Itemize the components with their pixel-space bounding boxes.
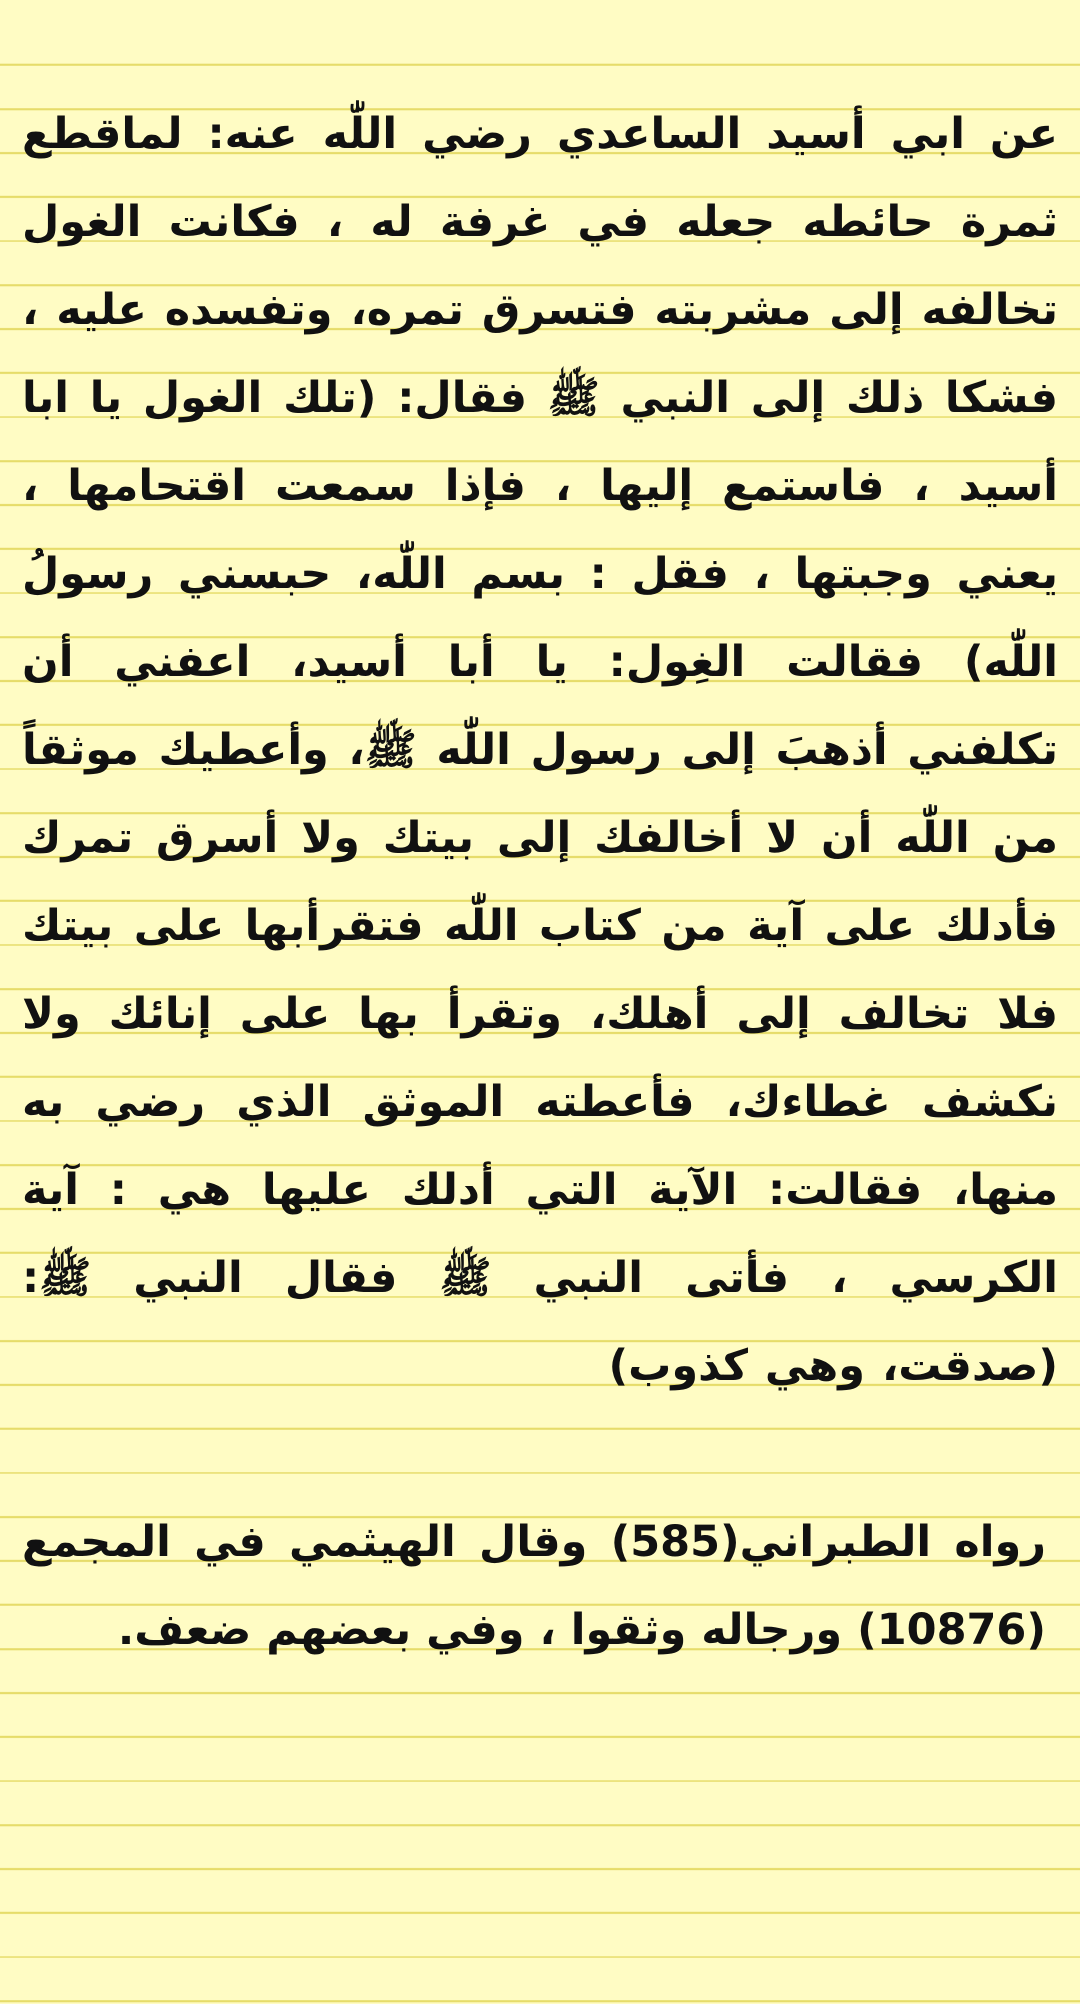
- source-citation: رواه الطبراني(585) وقال الهيثمي في المجمع (10876) ورجاله وثقوا ، وفي بعضهم ضعف.: [22, 1517, 1046, 1655]
- blank-line: [22, 1410, 1058, 1498]
- hadith-text: عن ابي أسيد الساعدي رضي اللّٰه عنه: لماقطع ثمرة حائطه جعله في غرفة له ، فكانت الغول تخالفه إلى مشربته فتسرق تمره، وتفسده عليه ، فشكا ذلك إلى النبي ﷺ فقال: (تلك الغول يا ابا أسيد ، فاستمع إليها ، فإذا سمعت اقتحامها ، يعني وجبتها ، فقل : بسم اللّٰه، حبسني رسولُ اللّٰه) فقالت الغِول: يا أبا أسيد، اعفني أن تكلفني أذهبَ إلى رسول اللّٰه ﷺ، وأعطيك موثقاً من اللّٰه أن لا أخالفك إلى بيتك ولا أسرق تمرك فأدلك على آية من كتاب اللّٰه فتقرأبها على بيتك فلا تخالف إلى أهلك، وتقرأ بها على إنائك ولا نكشف غطاءك، فأعطته الموثق الذي رضي به منها، فقالت: الآية التي أدلك عليها هي : آية الكرسي ، فأتى النبي ﷺ فقال النبي ﷺ: (صدقت، وهي كذوب): [22, 109, 1058, 1391]
- note-content: [22, 90, 1058, 1674]
